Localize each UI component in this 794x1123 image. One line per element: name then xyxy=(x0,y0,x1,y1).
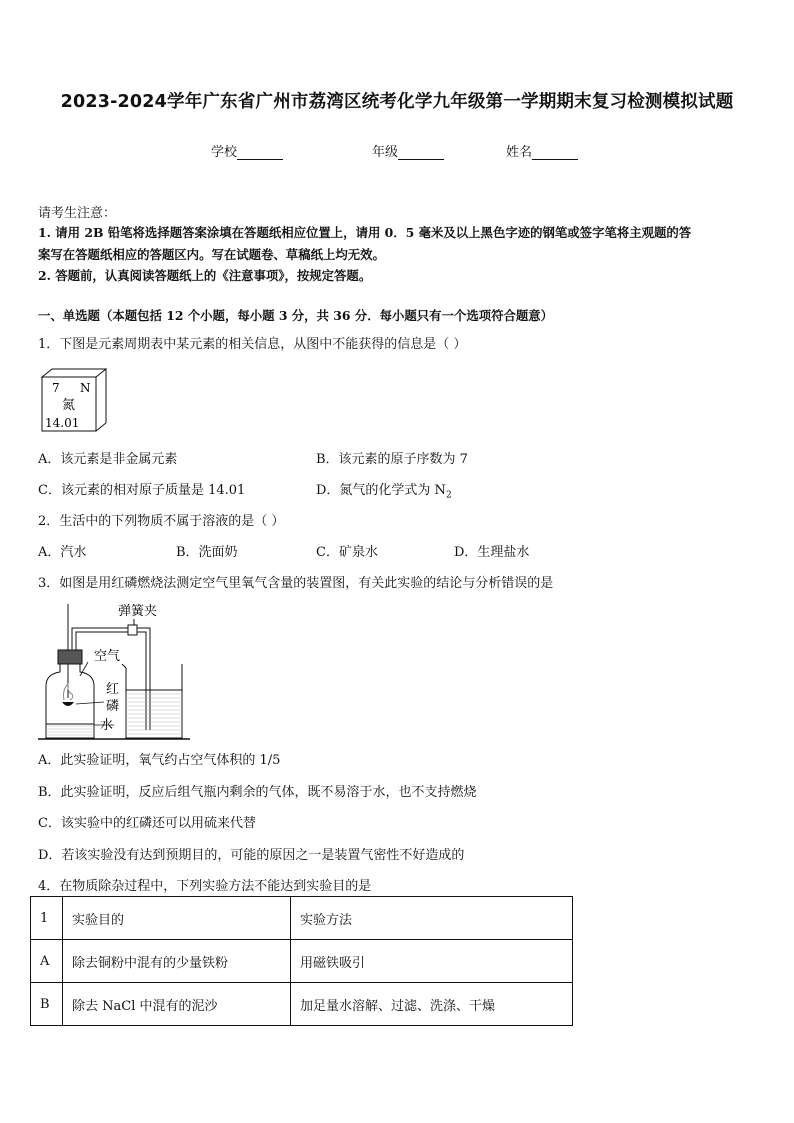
table-cell: 1 xyxy=(31,897,63,940)
element-symbol: N xyxy=(80,381,91,395)
name-label: 姓名 xyxy=(506,145,533,160)
q1-option-b: B．该元素的原子序数为 7 xyxy=(316,452,468,467)
grade-label: 年级 xyxy=(372,145,399,160)
table-cell: 加足量水溶解、过滤、洗涤、干燥 xyxy=(291,983,573,1026)
element-tile-figure xyxy=(38,367,108,435)
school-field xyxy=(211,141,283,160)
phosphorus-label-1: 红 xyxy=(106,682,120,697)
table-row xyxy=(31,940,573,983)
grade-field xyxy=(372,141,444,160)
q2-option-d: D．生理盐水 xyxy=(454,545,530,560)
q3-option-b: B．此实验证明，反应后组气瓶内剩余的气体，既不易溶于水，也不支持燃烧 xyxy=(38,785,477,800)
name-field xyxy=(506,141,578,160)
q3-stem: 3．如图是用红磷燃烧法测定空气里氧气含量的装置图，有关此实验的结论与分析错误的是 xyxy=(38,576,554,591)
clamp-label: 弹簧夹 xyxy=(118,604,158,619)
q1-stem: 1．下图是元素周期表中某元素的相关信息，从图中不能获得的信息是（ ） xyxy=(38,337,467,352)
q4-table xyxy=(30,896,573,1026)
q2-option-a: A．汽水 xyxy=(38,545,87,560)
q2-option-b: B．洗面奶 xyxy=(176,545,238,560)
q1-option-c: C．该元素的相对原子质量是 14.01 xyxy=(38,483,246,498)
page-title: 2023-2024学年广东省广州市荔湾区统考化学九年级第一学期期末复习检测模拟试题 xyxy=(60,92,734,112)
element-name: 氮 xyxy=(62,398,76,413)
school-label: 学校 xyxy=(211,145,238,160)
table-cell: 除去铜粉中混有的少量铁粉 xyxy=(63,940,291,983)
table-cell: B xyxy=(31,983,63,1026)
q3-option-a: A．此实验证明，氧气约占空气体积的 1/5 xyxy=(38,753,281,768)
table-cell: A xyxy=(31,940,63,983)
q1-option-d-subscript: 2 xyxy=(445,490,452,501)
notice-line-2: 2. 答题前，认真阅读答题纸上的《注意事项》，按规定答题。 xyxy=(38,268,372,283)
apparatus-figure xyxy=(38,598,198,740)
notice-line-1a: 1. 请用 2B 铅笔将选择题答案涂填在答题纸相应位置上，请用 0．5 毫米及以上黑色字迹的钢笔或签字笔将主观题的答 xyxy=(38,225,692,240)
q3-option-c: C．该实验中的红磷还可以用硫来代替 xyxy=(38,816,256,831)
phosphorus-label-2: 磷 xyxy=(106,699,120,714)
element-mass: 14.01 xyxy=(45,416,80,430)
grade-blank xyxy=(398,146,444,160)
q1-option-d-text: D．氮气的化学式为 N xyxy=(316,483,446,498)
table-cell: 实验方法 xyxy=(291,897,573,940)
notice-line-1b: 案写在答题纸相应的答题区内。写在试题卷、草稿纸上均无效。 xyxy=(38,247,385,262)
school-blank xyxy=(237,146,283,160)
name-blank xyxy=(532,146,578,160)
q4-stem: 4．在物质除杂过程中，下列实验方法不能达到实验目的是 xyxy=(38,879,372,894)
table-cell: 实验目的 xyxy=(63,897,291,940)
air-label: 空气 xyxy=(94,649,121,664)
element-number: 7 xyxy=(52,381,60,395)
table-row xyxy=(31,983,573,1026)
section-heading: 一、单选题（本题包括 12 个小题，每小题 3 分，共 36 分．每小题只有一个选项符合题意） xyxy=(38,308,554,323)
table-row xyxy=(31,897,573,940)
notice-heading: 请考生注意： xyxy=(38,206,117,221)
table-cell: 除去 NaCl 中混有的泥沙 xyxy=(63,983,291,1026)
q3-option-d: D．若该实验没有达到预期目的，可能的原因之一是装置气密性不好造成的 xyxy=(38,848,465,863)
table-cell: 用磁铁吸引 xyxy=(291,940,573,983)
clamp-icon xyxy=(128,625,137,635)
water-label: 水 xyxy=(100,718,114,733)
q2-stem: 2．生活中的下列物质不属于溶液的是（ ） xyxy=(38,514,285,529)
q1-option-a: A．该元素是非金属元素 xyxy=(38,452,178,467)
q1-option-d xyxy=(316,479,452,501)
q2-option-c: C．矿泉水 xyxy=(316,545,378,560)
